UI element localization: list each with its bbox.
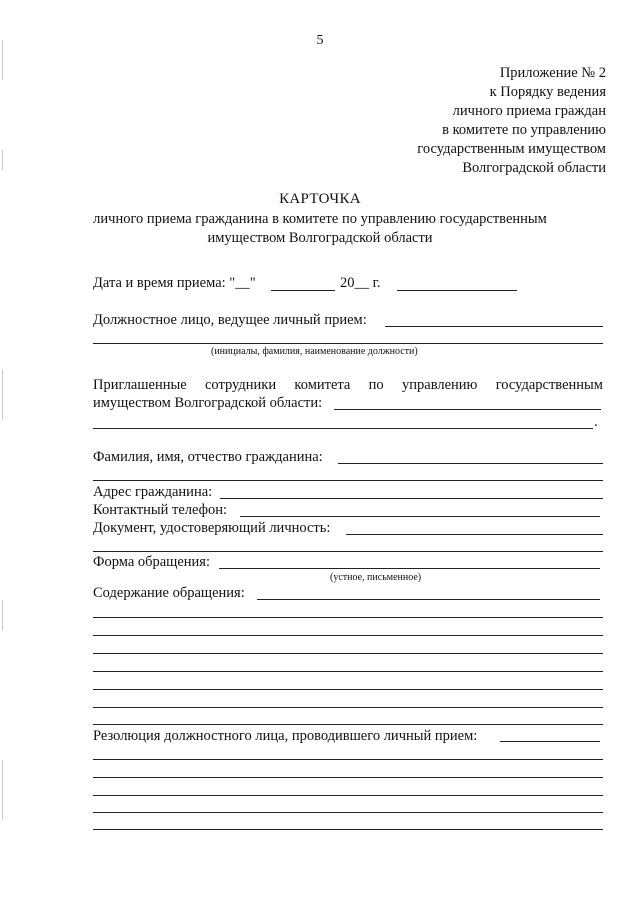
content-field-line[interactable] — [93, 635, 603, 636]
invited-word: Приглашенные — [93, 377, 187, 393]
content-field-line[interactable] — [93, 653, 603, 654]
resolution-field[interactable] — [500, 741, 600, 742]
phone-label: Контактный телефон: — [93, 502, 228, 518]
card-subtitle: личного приема гражданина в комитете по управлению государственным имуществом Волгоградской области — [93, 211, 547, 246]
form-note: (устное, письменное) — [330, 572, 422, 583]
content-label: Содержание обращения: — [93, 585, 245, 601]
content-field-line[interactable] — [93, 671, 603, 672]
content-field[interactable] — [257, 599, 600, 600]
invited-word: государственным — [495, 377, 603, 393]
scan-edge-mark — [2, 760, 3, 820]
form-label: Форма обращения: — [93, 554, 211, 570]
invited-staff-field[interactable] — [334, 409, 601, 410]
citizen-name-label: Фамилия, имя, отчество гражданина: — [93, 449, 323, 465]
appendix-line: государственным имуществом — [417, 141, 606, 157]
invited-word: комитета — [294, 377, 351, 393]
document-label: Документ, удостоверяющий личность: — [93, 520, 331, 536]
card-title: КАРТОЧКА — [279, 191, 361, 207]
content-field-line[interactable] — [93, 724, 603, 725]
invited-staff-line1 — [93, 376, 603, 394]
appendix-line: Приложение № 2 — [499, 65, 606, 81]
address-label: Адрес гражданина: — [93, 484, 213, 500]
content-field-line[interactable] — [93, 707, 603, 708]
appendix-line: личного приема граждан — [452, 103, 606, 119]
citizen-name-field[interactable] — [338, 463, 603, 464]
appendix-line: в комитете по управлению — [442, 122, 606, 138]
citizen-name-field-continuation[interactable] — [93, 480, 603, 481]
official-note: (инициалы, фамилия, наименование должности) — [211, 346, 418, 357]
content-field-line[interactable] — [93, 617, 603, 618]
appendix-line: к Порядку ведения — [489, 84, 606, 100]
appendix-line: Волгоградской области — [462, 160, 606, 176]
time-field[interactable] — [397, 290, 517, 291]
invited-staff-period: . — [594, 414, 598, 430]
resolution-label: Резолюция должностного лица, проводившего личный прием: — [93, 728, 478, 744]
date-month-field[interactable] — [271, 290, 335, 291]
resolution-field-line[interactable] — [93, 829, 603, 830]
address-field[interactable] — [220, 498, 603, 499]
invited-word: сотрудники — [204, 377, 277, 393]
page-number: 5 — [316, 33, 324, 48]
document-field-continuation[interactable] — [93, 551, 603, 552]
official-label: Должностное лицо, ведущее личный прием: — [93, 312, 367, 328]
resolution-field-line[interactable] — [93, 812, 603, 813]
content-field-line[interactable] — [93, 689, 603, 690]
official-field[interactable] — [385, 326, 603, 327]
invited-staff-field-continuation[interactable] — [93, 428, 593, 429]
resolution-field-line[interactable] — [93, 795, 603, 796]
invited-word: по — [368, 377, 384, 393]
scan-edge-mark — [2, 600, 3, 630]
date-time-label: Дата и время приема: "__" — [93, 275, 256, 291]
official-field-continuation[interactable] — [93, 343, 603, 344]
resolution-field-line[interactable] — [93, 777, 603, 778]
scan-edge-mark — [2, 150, 3, 170]
date-year-label: 20__ г. — [340, 275, 381, 291]
resolution-field-line[interactable] — [93, 759, 603, 760]
appendix-block — [417, 64, 606, 178]
invited-word: управлению — [402, 377, 478, 393]
invited-staff-line2: имуществом Волгоградской области: — [93, 395, 323, 411]
form-field[interactable] — [219, 568, 600, 569]
scan-edge-mark — [2, 370, 3, 420]
document-field[interactable] — [346, 534, 603, 535]
phone-field[interactable] — [240, 516, 600, 517]
